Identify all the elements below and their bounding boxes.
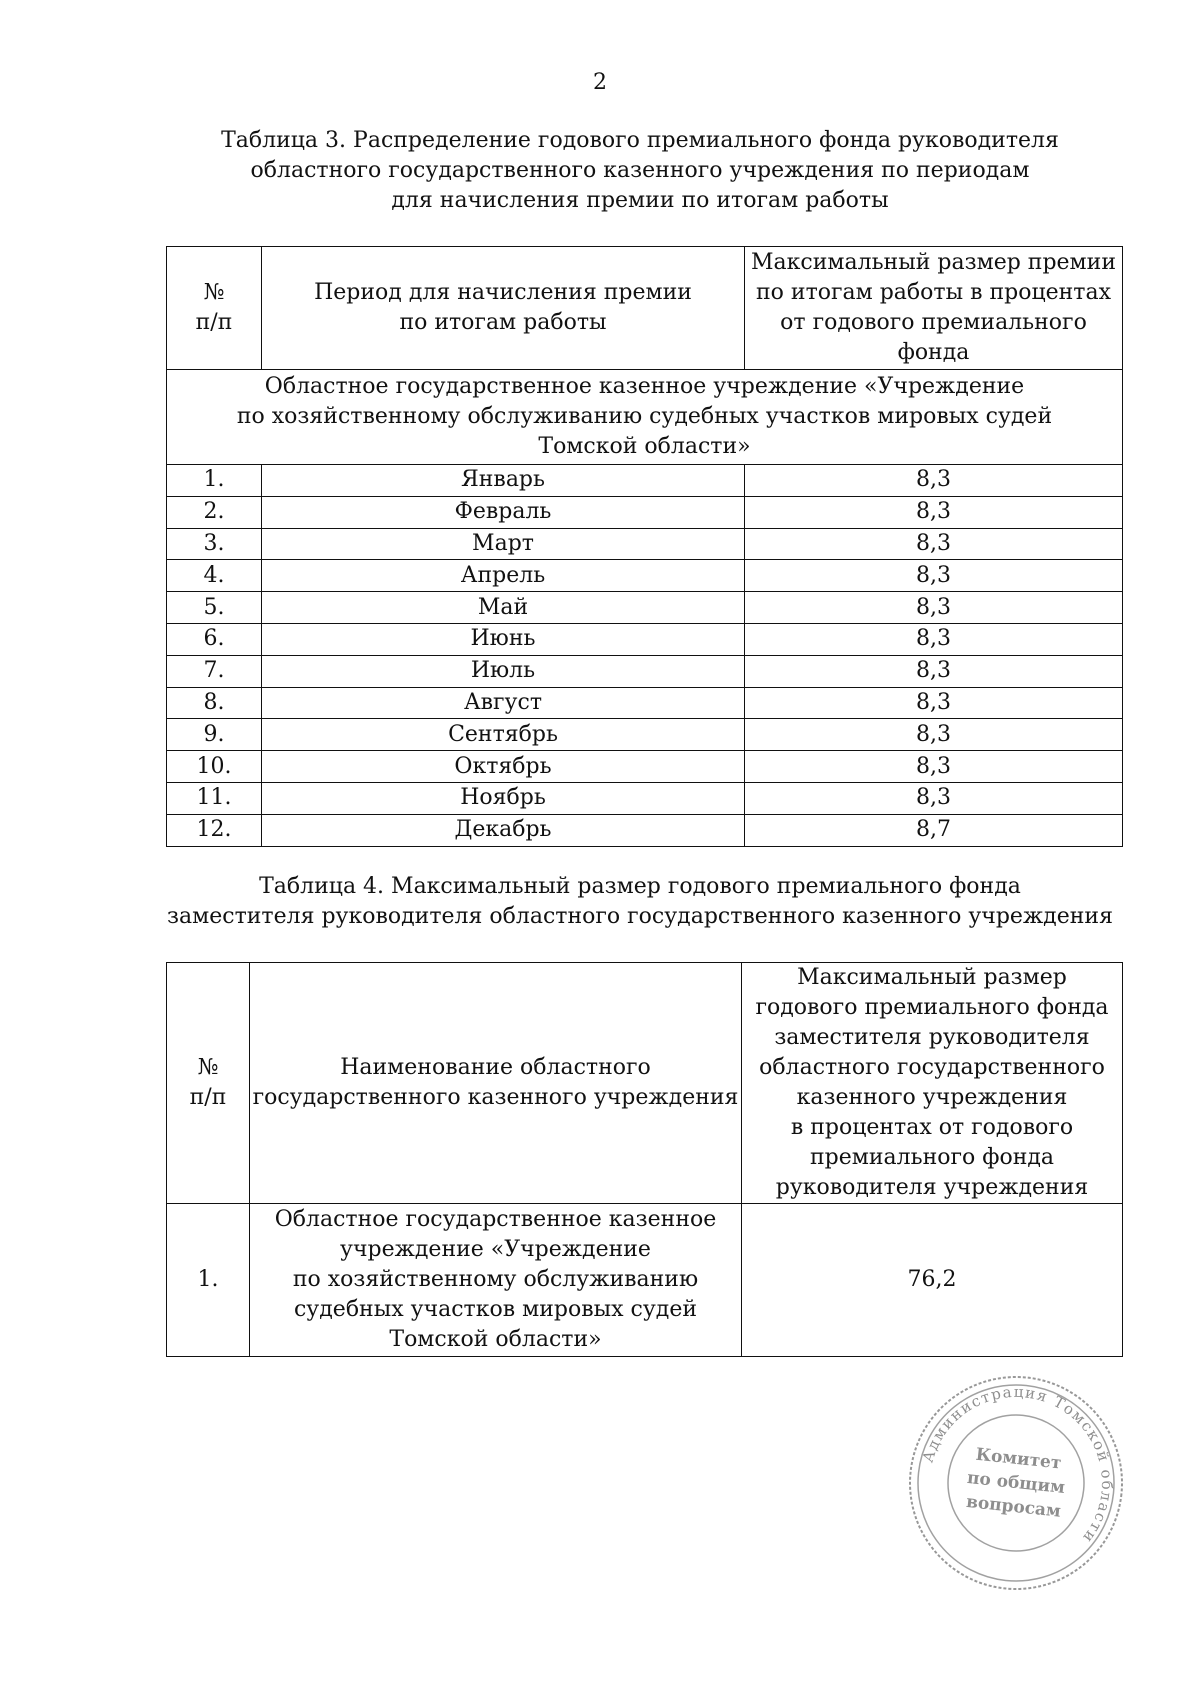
row-num-cell: 11. <box>167 782 262 814</box>
table-row <box>167 465 1123 497</box>
row-value-cell: 8,3 <box>745 528 1123 560</box>
table-row <box>167 592 1123 624</box>
row-period-cell: Апрель <box>262 560 745 592</box>
table4-caption <box>160 872 1120 932</box>
table-row <box>167 814 1123 846</box>
table-row <box>167 1204 1123 1357</box>
table3 <box>166 246 1123 847</box>
stamp-center-line: по общим <box>966 1467 1066 1499</box>
table-row <box>167 751 1123 783</box>
table-row <box>167 782 1123 814</box>
row-num-cell: 6. <box>167 623 262 655</box>
row-period-cell: Июнь <box>262 623 745 655</box>
row-value-cell: 8,3 <box>745 560 1123 592</box>
row-value-cell: 8,3 <box>745 655 1123 687</box>
row-num-cell: 2. <box>167 496 262 528</box>
row-value-cell: 76,2 <box>742 1204 1123 1357</box>
row-value-cell: 8,3 <box>745 687 1123 719</box>
header-name-cell: Наименование областного государственного казенного учреждения <box>250 963 742 1204</box>
caption-line: Таблица 3. Распределение годового премиального фонда руководителя <box>221 128 1059 153</box>
organization-row <box>167 370 1123 465</box>
table-row <box>167 719 1123 751</box>
row-period-cell: Март <box>262 528 745 560</box>
stamp-center-line: Комитет <box>974 1444 1063 1474</box>
row-num-cell: 1. <box>167 465 262 497</box>
row-value-cell: 8,3 <box>745 465 1123 497</box>
table-row <box>167 560 1123 592</box>
row-value-cell: 8,3 <box>745 719 1123 751</box>
row-num-cell: 10. <box>167 751 262 783</box>
row-num-cell: 5. <box>167 592 262 624</box>
row-name-cell: Областное государственное казенное учреждение «Учреждение по хозяйственному обслуживанию судебных участков мировых судей Томской области» <box>250 1204 742 1357</box>
header-period-cell: Период для начисления премии по итогам работы <box>262 247 745 370</box>
row-value-cell: 8,3 <box>745 623 1123 655</box>
row-num-cell: 12. <box>167 814 262 846</box>
row-period-cell: Январь <box>262 465 745 497</box>
row-period-cell: Июль <box>262 655 745 687</box>
table-row <box>167 687 1123 719</box>
table-row <box>167 655 1123 687</box>
caption-line: областного государственного казенного учреждения по периодам <box>250 158 1030 183</box>
header-max-cell: Максимальный размер годового премиального фонда заместителя руководителя областного государственного казенного учреждения в процентах от годового премиального фонда руководителя учреждения <box>742 963 1123 1204</box>
row-value-cell: 8,3 <box>745 496 1123 528</box>
table-row <box>167 528 1123 560</box>
row-num-cell: 7. <box>167 655 262 687</box>
table-header-row <box>167 963 1123 1204</box>
table3-caption <box>160 126 1120 216</box>
stamp-ring-text: Администрация Томской области <box>918 1382 1117 1548</box>
row-value-cell: 8,3 <box>745 782 1123 814</box>
row-period-cell: Ноябрь <box>262 782 745 814</box>
row-period-cell: Февраль <box>262 496 745 528</box>
row-num-cell: 1. <box>167 1204 250 1357</box>
header-num-cell: № п/п <box>167 963 250 1204</box>
row-value-cell: 8,3 <box>745 592 1123 624</box>
row-num-cell: 8. <box>167 687 262 719</box>
header-max-cell: Максимальный размер премии по итогам работы в процентах от годового премиального фонда <box>745 247 1123 370</box>
caption-line: Таблица 4. Максимальный размер годового премиального фонда <box>259 874 1021 899</box>
row-period-cell: Сентябрь <box>262 719 745 751</box>
row-value-cell: 8,3 <box>745 751 1123 783</box>
caption-line: заместителя руководителя областного государственного казенного учреждения <box>167 904 1113 929</box>
row-num-cell: 4. <box>167 560 262 592</box>
official-stamp <box>905 1372 1127 1594</box>
row-num-cell: 9. <box>167 719 262 751</box>
header-num-cell: № п/п <box>167 247 262 370</box>
table-row <box>167 496 1123 528</box>
row-period-cell: Декабрь <box>262 814 745 846</box>
caption-line: для начисления премии по итогам работы <box>391 188 889 213</box>
table-row <box>167 623 1123 655</box>
organization-cell: Областное государственное казенное учреждение «Учреждение по хозяйственному обслуживанию судебных участков мировых судей Томской области» <box>167 370 1123 465</box>
row-period-cell: Октябрь <box>262 751 745 783</box>
row-period-cell: Август <box>262 687 745 719</box>
table4 <box>166 962 1123 1357</box>
row-num-cell: 3. <box>167 528 262 560</box>
page-number: 2 <box>593 70 607 95</box>
table-header-row <box>167 247 1123 370</box>
row-value-cell: 8,7 <box>745 814 1123 846</box>
stamp-center-line: вопросам <box>965 1491 1062 1522</box>
row-period-cell: Май <box>262 592 745 624</box>
